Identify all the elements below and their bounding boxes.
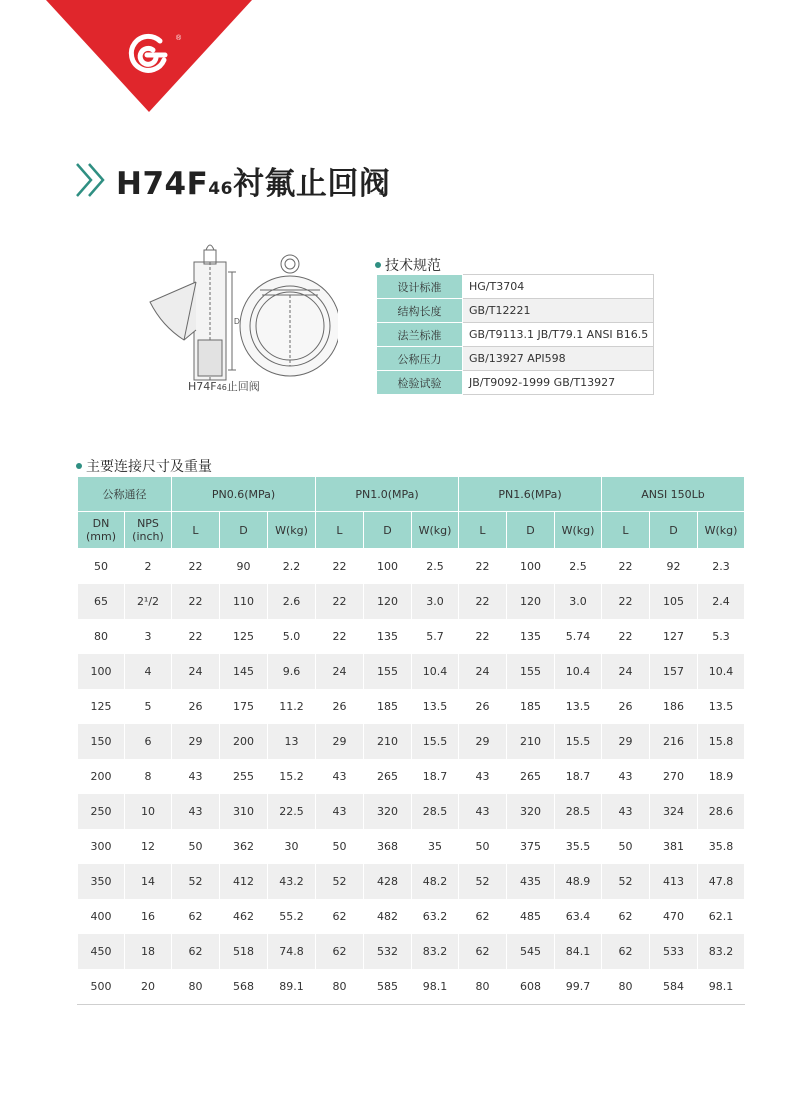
sub-header-line1: D: [383, 523, 392, 537]
table-cell: 52: [602, 864, 650, 899]
table-cell: 62: [172, 934, 220, 969]
table-cell: 83.2: [412, 934, 459, 969]
sub-header-cell: [412, 512, 459, 549]
sub-header-line1: W(kg): [418, 523, 452, 537]
sub-header-line1: L: [479, 523, 486, 537]
table-cell: 26: [459, 689, 507, 724]
sub-header-cell: [172, 512, 220, 549]
spec-row: [377, 323, 654, 347]
table-cell: 15.8: [698, 724, 745, 759]
table-cell: 83.2: [698, 934, 745, 969]
table-cell: 3.0: [555, 584, 602, 619]
sub-header-line1: L: [192, 523, 199, 537]
table-cell: 175: [220, 689, 268, 724]
table-cell: 300: [78, 829, 125, 864]
spec-value-cell: GB/13927 API598: [463, 347, 654, 371]
table-cell: 52: [459, 864, 507, 899]
table-row: [78, 724, 745, 759]
spec-label-cell: 法兰标准: [377, 323, 463, 347]
table-cell: 270: [650, 759, 698, 794]
table-cell: 545: [507, 934, 555, 969]
table-cell: 320: [364, 794, 412, 829]
table-row: [78, 934, 745, 969]
sub-header-line1: L: [622, 523, 629, 537]
table-cell: 533: [650, 934, 698, 969]
table-row: [78, 759, 745, 794]
sub-header-line1: DN: [92, 517, 110, 530]
spec-value-cell: GB/T9113.1 JB/T79.1 ANSI B16.5: [463, 323, 654, 347]
bullet-dot-icon: [76, 463, 82, 469]
spec-row: [377, 275, 654, 299]
table-cell: 310: [220, 794, 268, 829]
table-cell: 15.2: [268, 759, 316, 794]
table-cell: 43: [316, 794, 364, 829]
sub-header-line1: W(kg): [704, 523, 738, 537]
table-cell: 15.5: [412, 724, 459, 759]
table-cell: 10: [125, 794, 172, 829]
table-cell: 200: [220, 724, 268, 759]
table-cell: 6: [125, 724, 172, 759]
table-cell: 62: [172, 899, 220, 934]
table-cell: 485: [507, 899, 555, 934]
table-cell: 2.3: [698, 549, 745, 585]
table-cell: 29: [602, 724, 650, 759]
title-main: H74F: [116, 165, 209, 202]
table-cell: 98.1: [412, 969, 459, 1005]
table-cell: 98.1: [698, 969, 745, 1005]
table-cell: 368: [364, 829, 412, 864]
table-cell: 4: [125, 654, 172, 689]
group-header-nominal: 公称通径: [78, 477, 172, 512]
sub-header-line1: NPS: [137, 517, 159, 530]
title-subscript: 46: [208, 178, 233, 199]
diagram-caption: [188, 378, 260, 394]
table-cell: 135: [364, 619, 412, 654]
table-cell: 18: [125, 934, 172, 969]
table-cell: 2.6: [268, 584, 316, 619]
table-row: [78, 654, 745, 689]
table-cell: 413: [650, 864, 698, 899]
table-cell: 22: [316, 549, 364, 585]
table-cell: 48.9: [555, 864, 602, 899]
table-cell: 26: [602, 689, 650, 724]
table-cell: 435: [507, 864, 555, 899]
table-row: [78, 584, 745, 619]
table-cell: 2.5: [412, 549, 459, 585]
group-header-row: [78, 477, 745, 512]
table-cell: 5.74: [555, 619, 602, 654]
sub-header-line2: (mm): [85, 530, 116, 543]
table-cell: 80: [316, 969, 364, 1005]
table-cell: 22: [459, 619, 507, 654]
table-cell: 584: [650, 969, 698, 1005]
table-cell: 400: [78, 899, 125, 934]
table-cell: 5.7: [412, 619, 459, 654]
table-cell: 155: [507, 654, 555, 689]
table-cell: 320: [507, 794, 555, 829]
table-cell: 127: [650, 619, 698, 654]
table-cell: 462: [220, 899, 268, 934]
table-cell: 62: [459, 899, 507, 934]
table-cell: 62: [602, 899, 650, 934]
table-cell: 450: [78, 934, 125, 969]
table-cell: 210: [364, 724, 412, 759]
page-title: [74, 158, 390, 202]
table-cell: 105: [650, 584, 698, 619]
table-cell: 210: [507, 724, 555, 759]
sub-header-cell: [555, 512, 602, 549]
spec-heading-text: 技术规范: [385, 258, 441, 274]
table-cell: 26: [172, 689, 220, 724]
sub-header-line1: W(kg): [561, 523, 595, 537]
table-cell: 14: [125, 864, 172, 899]
spec-label-cell: 结构长度: [377, 299, 463, 323]
table-cell: 2.4: [698, 584, 745, 619]
table-cell: 18.9: [698, 759, 745, 794]
table-cell: 50: [602, 829, 650, 864]
table-cell: 29: [459, 724, 507, 759]
sub-header-cell: [459, 512, 507, 549]
dims-heading: [76, 456, 212, 476]
title-suffix: 衬氟止回阀: [232, 165, 391, 202]
table-cell: 12: [125, 829, 172, 864]
table-cell: 22: [172, 619, 220, 654]
table-cell: 265: [507, 759, 555, 794]
table-cell: 10.4: [698, 654, 745, 689]
table-cell: 28.5: [412, 794, 459, 829]
table-cell: 43: [602, 794, 650, 829]
table-cell: 412: [220, 864, 268, 899]
table-cell: 43: [172, 794, 220, 829]
table-row: [78, 899, 745, 934]
table-cell: 52: [172, 864, 220, 899]
sub-header-cell: [364, 512, 412, 549]
title-text: [116, 158, 390, 203]
table-cell: 35.8: [698, 829, 745, 864]
sub-header-cell: [125, 512, 172, 549]
caption-subscript: 46: [216, 383, 227, 392]
table-row: [78, 619, 745, 654]
table-cell: 585: [364, 969, 412, 1005]
spec-value-cell: JB/T9092-1999 GB/T13927: [463, 371, 654, 395]
table-cell: 43: [602, 759, 650, 794]
spec-table: [376, 274, 654, 395]
table-cell: 324: [650, 794, 698, 829]
spec-value-cell: HG/T3704: [463, 275, 654, 299]
table-cell: 375: [507, 829, 555, 864]
table-cell: 5.0: [268, 619, 316, 654]
table-cell: 24: [316, 654, 364, 689]
group-header-pn10: PN1.0(MPa): [316, 477, 459, 512]
table-cell: 65: [78, 584, 125, 619]
table-cell: 9.6: [268, 654, 316, 689]
table-cell: 100: [364, 549, 412, 585]
table-cell: 255: [220, 759, 268, 794]
sub-header-line1: D: [669, 523, 678, 537]
dims-heading-text: 主要连接尺寸及重量: [86, 459, 212, 475]
table-cell: 63.2: [412, 899, 459, 934]
sub-header-line1: L: [336, 523, 343, 537]
table-cell: 155: [364, 654, 412, 689]
table-cell: 22: [602, 619, 650, 654]
table-cell: 80: [459, 969, 507, 1005]
table-cell: 185: [507, 689, 555, 724]
table-cell: 22: [602, 549, 650, 585]
table-cell: 47.8: [698, 864, 745, 899]
table-cell: 80: [78, 619, 125, 654]
table-cell: 29: [172, 724, 220, 759]
brand-corner: [0, 0, 800, 120]
table-cell: 2.2: [268, 549, 316, 585]
table-cell: 125: [220, 619, 268, 654]
sub-header-cell: [698, 512, 745, 549]
table-row: [78, 864, 745, 899]
table-cell: 20: [125, 969, 172, 1005]
table-cell: 18.7: [555, 759, 602, 794]
group-header-pn16: PN1.6(MPa): [459, 477, 602, 512]
table-cell: 22: [316, 619, 364, 654]
table-cell: 89.1: [268, 969, 316, 1005]
table-cell: 22: [172, 584, 220, 619]
table-cell: 2¹/2: [125, 584, 172, 619]
table-cell: 43: [459, 794, 507, 829]
spec-value-cell: GB/T12221: [463, 299, 654, 323]
table-cell: 22: [459, 549, 507, 585]
table-cell: 3.0: [412, 584, 459, 619]
table-cell: 381: [650, 829, 698, 864]
table-cell: 100: [78, 654, 125, 689]
table-cell: 35: [412, 829, 459, 864]
sub-header-line1: W(kg): [275, 523, 308, 537]
table-cell: 50: [78, 549, 125, 585]
table-cell: 500: [78, 969, 125, 1005]
spec-heading: [375, 255, 441, 275]
table-cell: 568: [220, 969, 268, 1005]
table-cell: 16: [125, 899, 172, 934]
table-cell: 62: [316, 934, 364, 969]
table-cell: 22: [316, 584, 364, 619]
table-cell: 216: [650, 724, 698, 759]
table-cell: 28.6: [698, 794, 745, 829]
sub-header-row: [78, 512, 745, 549]
table-row: [78, 549, 745, 585]
table-cell: 52: [316, 864, 364, 899]
table-cell: 2: [125, 549, 172, 585]
table-cell: 265: [364, 759, 412, 794]
table-cell: 24: [602, 654, 650, 689]
table-cell: 200: [78, 759, 125, 794]
table-cell: 30: [268, 829, 316, 864]
spec-row: [377, 347, 654, 371]
table-cell: 22: [172, 549, 220, 585]
table-cell: 22: [459, 584, 507, 619]
table-cell: 532: [364, 934, 412, 969]
table-cell: 43: [172, 759, 220, 794]
table-cell: 150: [78, 724, 125, 759]
table-cell: 22.5: [268, 794, 316, 829]
sub-header-cell: [316, 512, 364, 549]
sub-header-line1: D: [239, 523, 248, 537]
table-cell: 99.7: [555, 969, 602, 1005]
table-cell: 62: [602, 934, 650, 969]
table-cell: 145: [220, 654, 268, 689]
table-cell: 13.5: [698, 689, 745, 724]
table-cell: 13: [268, 724, 316, 759]
table-row: [78, 969, 745, 1005]
table-cell: 186: [650, 689, 698, 724]
table-cell: 55.2: [268, 899, 316, 934]
table-cell: 50: [316, 829, 364, 864]
table-cell: 92: [650, 549, 698, 585]
table-cell: 48.2: [412, 864, 459, 899]
table-cell: 5.3: [698, 619, 745, 654]
table-cell: 62: [459, 934, 507, 969]
table-cell: 74.8: [268, 934, 316, 969]
table-cell: 125: [78, 689, 125, 724]
sub-header-cell: [78, 512, 125, 549]
caption-suffix: 止回阀: [226, 380, 260, 393]
table-cell: 250: [78, 794, 125, 829]
bullet-dot-icon: [375, 262, 381, 268]
table-cell: 5: [125, 689, 172, 724]
dims-table: [77, 476, 745, 1005]
table-cell: 80: [602, 969, 650, 1005]
table-cell: 10.4: [412, 654, 459, 689]
dimension-label: D: [234, 317, 240, 326]
dims-body: [78, 549, 745, 1005]
table-cell: 26: [316, 689, 364, 724]
sub-header-cell: [220, 512, 268, 549]
table-cell: 24: [172, 654, 220, 689]
table-row: [78, 829, 745, 864]
table-cell: 13.5: [555, 689, 602, 724]
table-cell: 43.2: [268, 864, 316, 899]
table-cell: 100: [507, 549, 555, 585]
table-cell: 362: [220, 829, 268, 864]
table-cell: 608: [507, 969, 555, 1005]
table-cell: 470: [650, 899, 698, 934]
table-cell: 428: [364, 864, 412, 899]
group-header-ansi: ANSI 150Lb: [602, 477, 745, 512]
spec-label-cell: 设计标准: [377, 275, 463, 299]
table-cell: 28.5: [555, 794, 602, 829]
table-cell: 84.1: [555, 934, 602, 969]
table-cell: 120: [364, 584, 412, 619]
table-cell: 43: [459, 759, 507, 794]
table-cell: 62: [316, 899, 364, 934]
table-cell: 22: [602, 584, 650, 619]
table-cell: 3: [125, 619, 172, 654]
spec-row: [377, 371, 654, 395]
table-cell: 29: [316, 724, 364, 759]
table-cell: 135: [507, 619, 555, 654]
sub-header-cell: [268, 512, 316, 549]
table-cell: 50: [459, 829, 507, 864]
spec-row: [377, 299, 654, 323]
registered-mark: ®: [176, 35, 182, 42]
table-cell: 18.7: [412, 759, 459, 794]
table-cell: 15.5: [555, 724, 602, 759]
caption-main: H74F: [188, 380, 217, 393]
table-cell: 518: [220, 934, 268, 969]
table-cell: 10.4: [555, 654, 602, 689]
table-cell: 62.1: [698, 899, 745, 934]
table-cell: 110: [220, 584, 268, 619]
table-cell: 24: [459, 654, 507, 689]
table-row: [78, 689, 745, 724]
table-cell: 185: [364, 689, 412, 724]
table-cell: 63.4: [555, 899, 602, 934]
sub-header-line2: (inch): [132, 530, 164, 543]
table-cell: 35.5: [555, 829, 602, 864]
double-chevron-icon: [74, 160, 108, 200]
table-cell: 157: [650, 654, 698, 689]
table-cell: 120: [507, 584, 555, 619]
table-cell: 350: [78, 864, 125, 899]
table-cell: 482: [364, 899, 412, 934]
sub-header-cell: [507, 512, 555, 549]
table-cell: 43: [316, 759, 364, 794]
spec-label-cell: 检验试验: [377, 371, 463, 395]
group-header-pn06: PN0.6(MPa): [172, 477, 316, 512]
sub-header-cell: [602, 512, 650, 549]
table-cell: 50: [172, 829, 220, 864]
sub-header-line1: D: [526, 523, 535, 537]
table-cell: 11.2: [268, 689, 316, 724]
table-row: [78, 794, 745, 829]
table-cell: 90: [220, 549, 268, 585]
table-cell: 80: [172, 969, 220, 1005]
spec-label-cell: 公称压力: [377, 347, 463, 371]
table-cell: 13.5: [412, 689, 459, 724]
table-cell: 8: [125, 759, 172, 794]
table-cell: 2.5: [555, 549, 602, 585]
sub-header-cell: [650, 512, 698, 549]
